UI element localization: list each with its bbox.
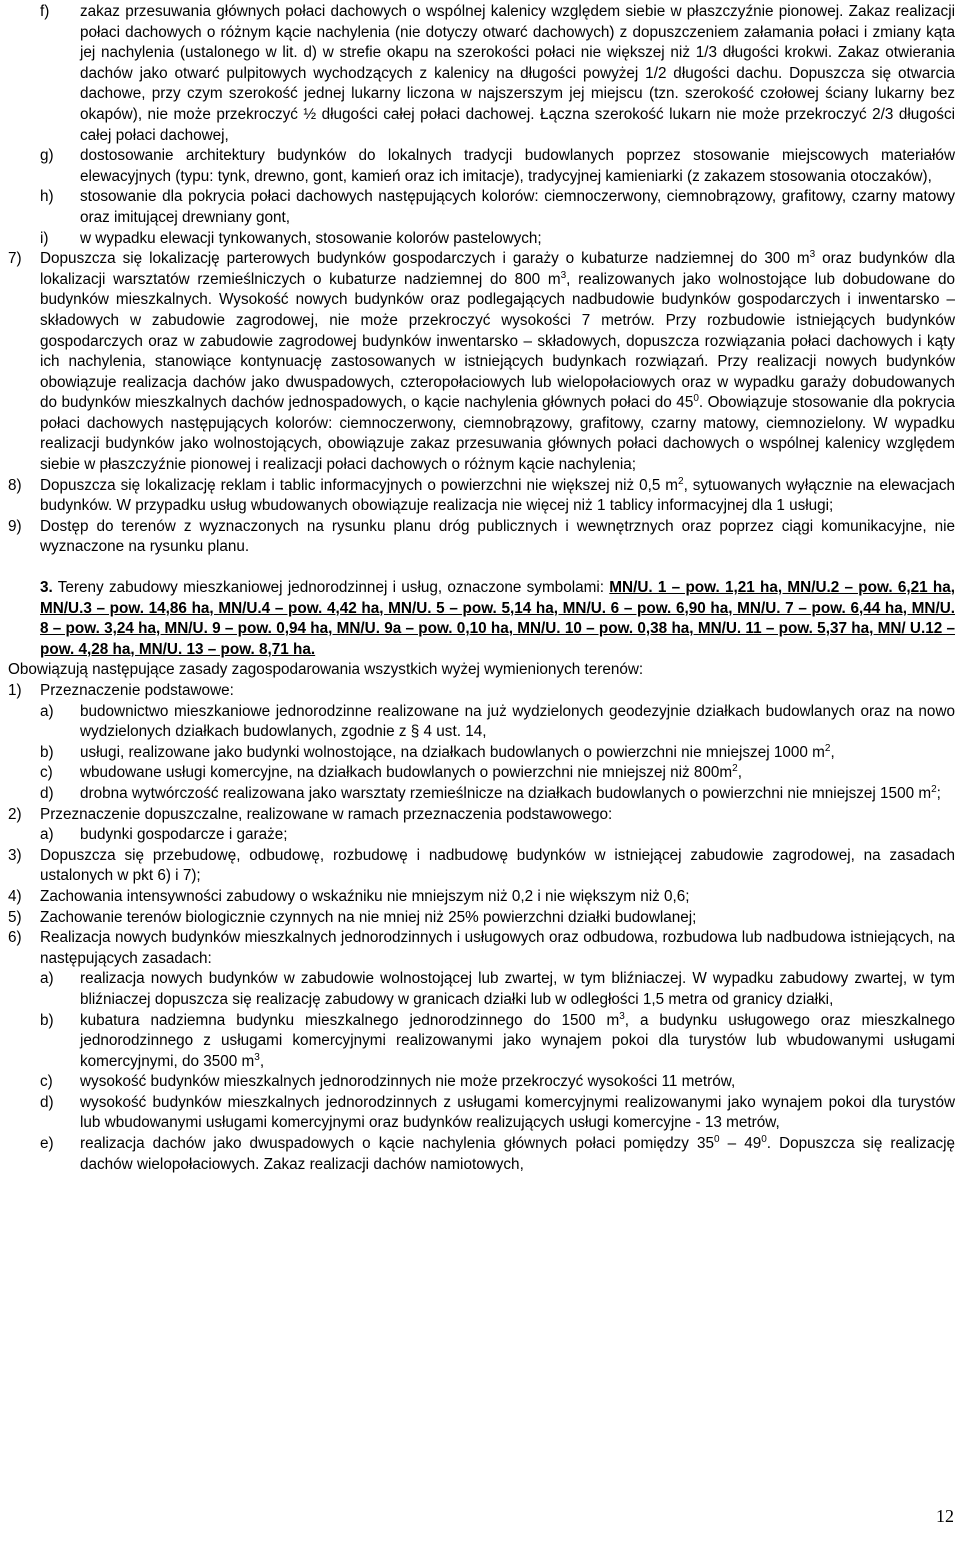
point-text: , sytuowanych wyłącznie na elewacjach budynków. W przypadku usług wbudowanych obowiązuje realizacja nie więcej niż 1 tablicy informacyjnej dla 1 usługi; <box>40 476 955 515</box>
rule-6-d <box>8 1093 955 1134</box>
list-item-f <box>8 2 955 146</box>
item-text: stosowanie dla pokrycia połaci dachowych następujących kolorów: ciemnoczerwony, ciemnobrązowy, grafitowy, czarny matowy oraz imitującej drewniany gont, <box>80 188 955 226</box>
superscript: 0 <box>693 393 699 405</box>
section-symbols: MN/U. 1 – pow. 1,21 ha, MN/U.2 – pow. 6,21 ha, MN/U.3 – pow. 14,86 ha, MN/U.4 – pow. 4,42 ha, MN/U. 5 – pow. 5,14 ha, MN/U. 6 – pow. 6,90 ha, MN/U. 7 – pow. 6,44 ha, MN/U. 8 – pow. 3,24 ha, MN/U. 9 – pow. 0,94 ha, MN/U. 9a – pow. 0,10 ha, MN/U. 10 – pow. 0,38 ha, MN/U. 11 – pow. 5,37 ha, MN/ U.12 – pow. 4,28 ha, MN/U. 13 – pow. 8,71 ha. <box>40 579 955 658</box>
item-label: b) <box>40 1011 54 1029</box>
item-label: d) <box>40 784 54 802</box>
superscript: 2 <box>824 742 831 754</box>
point-text: Dopuszcza się lokalizację reklam i tablic informacyjnych o powierzchni nie większej niż 0,5 m <box>40 476 679 494</box>
superscript: 3 <box>809 249 816 261</box>
item-label: b) <box>40 743 54 761</box>
point-label: 4) <box>8 887 22 905</box>
point-text: Zachowanie terenów biologicznie czynnych na nie mniej niż 25% powierzchni działki budowlanej; <box>40 908 697 926</box>
item-text: wysokość budynków mieszkalnych jednorodzinnych nie może przekroczyć wysokości 11 metrów, <box>80 1073 736 1091</box>
list-item-g <box>8 146 955 187</box>
rule-2-a <box>8 825 955 846</box>
point-text: . Obowiązuje stosowanie dla pokrycia połaci dachowych następujących kolorów: ciemnoczerwony, ciemnobrązowy, grafitowy, czarny matowy, ciemnozielony. W wypadku realizacji budynków jako wolnostojących, obowiązuje zakaz przesuwania głównych połaci dachowych o wspólnej kalenicy względem siebie w płaszczyźnie pionowej i realizacji połaci dachowych o różnym kącie nachylenia; <box>40 394 955 474</box>
item-text: ; <box>936 784 941 802</box>
item-text: wbudowane usługi komercyjne, na działkach budowlanych o powierzchni nie mniejszej niż 800m <box>80 764 733 782</box>
rule-5 <box>8 908 955 929</box>
item-text: realizacja dachów jako dwuspadowych o kącie nachylenia głównych połaci pomiędzy 35 <box>80 1135 715 1153</box>
rule-6-e <box>8 1134 955 1175</box>
point-label: 2) <box>8 805 22 823</box>
item-text: zakaz przesuwania głównych połaci dachowych o wspólnej kalenicy względem siebie w płaszczyźnie pionowej. Zakaz realizacji połaci dachowych o różnym kącie nachylenia (nie dotyczy otwarć dachowych) z dopuszczeniem załamania połaci i zmiany kąta jej nachylenia (ustalonego w lit. d) w strefie okapu na szerokości połaci nie większej niż 1/3 długości krokwi. Zakaz otwierania dachów jako otwarć pulpitowych wychodzących z kalenicy na długości powyżej 1/2 długości dachu. Dopuszcza się otwarcia dachowe, przy czym szerokość jednej lukarny liczona w najszerszym jej miejscu (tzn. szerokość czołowej ściany lukarny bez okapów), nie może przekroczyć ½ długości całej połaci dachowej. Łączna szerokość lukarn nie może przekroczyć 2/3 długości całej połaci dachowej, <box>80 3 955 144</box>
item-label: g) <box>40 147 54 165</box>
item-label: e) <box>40 1135 54 1153</box>
item-text: . Dopuszcza się realizację dachów wielopołaciowych. Zakaz realizacji dachów namiotowych, <box>80 1135 956 1173</box>
section-number: 3. <box>40 579 53 597</box>
item-label: f) <box>40 3 50 20</box>
item-label: a) <box>40 826 54 844</box>
list-item-h <box>8 187 955 228</box>
item-label: a) <box>40 702 54 720</box>
item-label: c) <box>40 1073 53 1091</box>
superscript: 3 <box>560 269 567 281</box>
rule-1-d <box>8 784 955 805</box>
point-8 <box>8 476 955 517</box>
item-text: dostosowanie architektury budynków do lokalnych tradycji budowlanych poprzez stosowanie miejscowych materiałów elewacyjnych (typu: tynk, drewno, gont, kamień oraz ich imitacje), tradycyjnej kamieniarki (z zakazem stosowania otoczaków), <box>80 147 955 185</box>
rule-1-c <box>8 763 955 784</box>
item-text: , <box>737 764 742 782</box>
document-page <box>8 2 955 1175</box>
point-label: 3) <box>8 846 22 864</box>
item-text: , <box>830 743 835 761</box>
item-label: h) <box>40 188 54 206</box>
item-text: w wypadku elewacji tynkowanych, stosowanie kolorów pastelowych; <box>80 229 542 247</box>
section-intro: Tereny zabudowy mieszkaniowej jednorodzinnej i usług, oznaczone symbolami: <box>52 579 610 597</box>
rule-6-a <box>8 969 955 1010</box>
rule-1-a <box>8 702 955 743</box>
item-label: i) <box>40 229 49 247</box>
point-9 <box>8 517 955 558</box>
point-text: Przeznaczenie podstawowe: <box>40 682 234 699</box>
item-text: usługi, realizowane jako budynki wolnostojące, na działkach budowlanych o powierzchni nie mniejszej 1000 m <box>80 743 825 761</box>
point-text: Dostęp do terenów z wyznaczonych na rysunku planu dróg publicznych i wewnętrznych oraz poprzez ciągi komunikacyjne, nie wyznaczone na rysunku planu. <box>40 517 955 556</box>
point-text: Dopuszcza się lokalizację parterowych budynków gospodarczych i garaży o kubaturze nadziemnej do 300 m <box>40 250 810 268</box>
point-7 <box>8 249 955 476</box>
item-text: wysokość budynków mieszkalnych jednorodzinnych z usługami komercyjnymi realizowanymi jako wynajem pokoi dla turystów lub wbudowanymi usługami komercyjnymi oraz budynków realizujących usługi komercyjne - 13 metrów, <box>80 1093 955 1132</box>
superscript: 3 <box>619 1010 625 1022</box>
point-text: Zachowania intensywności zabudowy o wskaźniku nie mniejszym niż 0,2 i nie większym niż 0,6; <box>40 887 690 905</box>
superscript: 0 <box>714 1134 720 1146</box>
point-label: 6) <box>8 929 22 947</box>
rule-4 <box>8 887 955 908</box>
superscript: 0 <box>761 1134 767 1146</box>
rules-intro: Obowiązują następujące zasady zagospodarowania wszystkich wyżej wymienionych terenów: <box>8 661 644 679</box>
item-label: d) <box>40 1093 54 1111</box>
superscript: 2 <box>732 763 738 775</box>
point-label: 8) <box>8 476 22 494</box>
superscript: 2 <box>931 783 937 795</box>
item-text: budownictwo mieszkaniowe jednorodzinne realizowane na już wydzielonych geodezyjnie działkach budowlanych oraz na nowo wydzielonych działkach budowlanych, zgodnie z § 4 ust. 14, <box>80 702 955 741</box>
item-text: , <box>259 1052 265 1070</box>
rule-1-b <box>8 743 955 764</box>
point-label: 9) <box>8 517 22 535</box>
superscript: 2 <box>678 475 684 487</box>
point-text: oraz budynków dla lokalizacji warsztatów rzemieślniczych o kubaturze nadziemnej do 800 m <box>40 250 956 288</box>
item-text: budynki gospodarcze i garaże; <box>80 826 288 844</box>
rule-6 <box>8 928 955 969</box>
rule-2 <box>8 805 955 826</box>
page-number: 12 <box>936 1506 954 1526</box>
point-label: 5) <box>8 908 22 926</box>
rule-3 <box>8 846 955 887</box>
point-text: Realizacja nowych budynków mieszkalnych jednorodzinnych i usługowych oraz odbudowa, rozbudowa lub nadbudowa istniejących, na następujących zasadach: <box>40 929 955 967</box>
point-text: Przeznaczenie dopuszczalne, realizowane w ramach przeznaczenia podstawowego: <box>40 805 613 823</box>
rule-6-b <box>8 1011 955 1073</box>
list-item-i <box>8 229 955 250</box>
point-label: 1) <box>8 682 22 699</box>
section-heading <box>8 578 955 660</box>
item-label: a) <box>40 970 54 988</box>
point-label: 7) <box>8 250 22 268</box>
point-text: , realizowanych jako wolnostojące lub dobudowane do budynków mieszkalnych. Wysokość nowych budynków oraz podlegających nadbudowie budynków gospodarczych i inwentarsko –składowych w zabudowie zagrodowej, nie może przekroczyć wysokości 7 metrów. Przy rozbudowie istniejących budynków gospodarczych oraz w zabudowie zagrodowej budynków inwentarsko – składowych, dopuszcza rozwiązania połaci dachowych i kąty ich nachylenia, stanowiące kontynuację zastosowanych w istniejących budynkach rozwiązań. Przy realizacji nowych budynków obowiązuje realizacja dachów jako dwuspadowych, czteropołaciowych lub wielopołaciowych oraz w wypadku garaży dobudowanych do budynków mieszkalnych dachów jednospadowych, o kącie nachylenia głównych połaci do 45 <box>40 270 955 412</box>
point-text: Dopuszcza się przebudowę, odbudowę, rozbudowę i nadbudowę budynków w istniejącej zabudowie zagrodowej, na zasadach ustalonych w pkt 6) i 7); <box>40 846 955 885</box>
item-text: drobna wytwórczość realizowana jako warsztaty rzemieślnicze na działkach budowlanych o powierzchni nie mniejszej 1500 m <box>80 784 932 802</box>
rule-6-c <box>8 1072 955 1093</box>
rule-1 <box>8 681 955 702</box>
item-text: , a budynku usługowego oraz mieszkalnego jednorodzinnego z usługami komercyjnymi realizowanymi jako wynajem pokoi dla turystów lub wbudowanymi usługami komercyjnymi, do 3500 m <box>80 1011 955 1070</box>
item-label: c) <box>40 764 53 782</box>
item-text: kubatura nadziemna budynku mieszkalnego jednorodzinnego do 1500 m <box>80 1011 620 1029</box>
item-text: realizacja nowych budynków w zabudowie wolnostojącej lub zwartej, w tym bliźniaczej. W wypadku zabudowy zwartej, w tym bliźniaczej dopuszcza się realizację zabudowy w granicach działki lub w odległości 1,5 metra od granicy działki, <box>80 970 955 1008</box>
item-text: – 49 <box>719 1135 762 1153</box>
superscript: 3 <box>254 1051 260 1063</box>
